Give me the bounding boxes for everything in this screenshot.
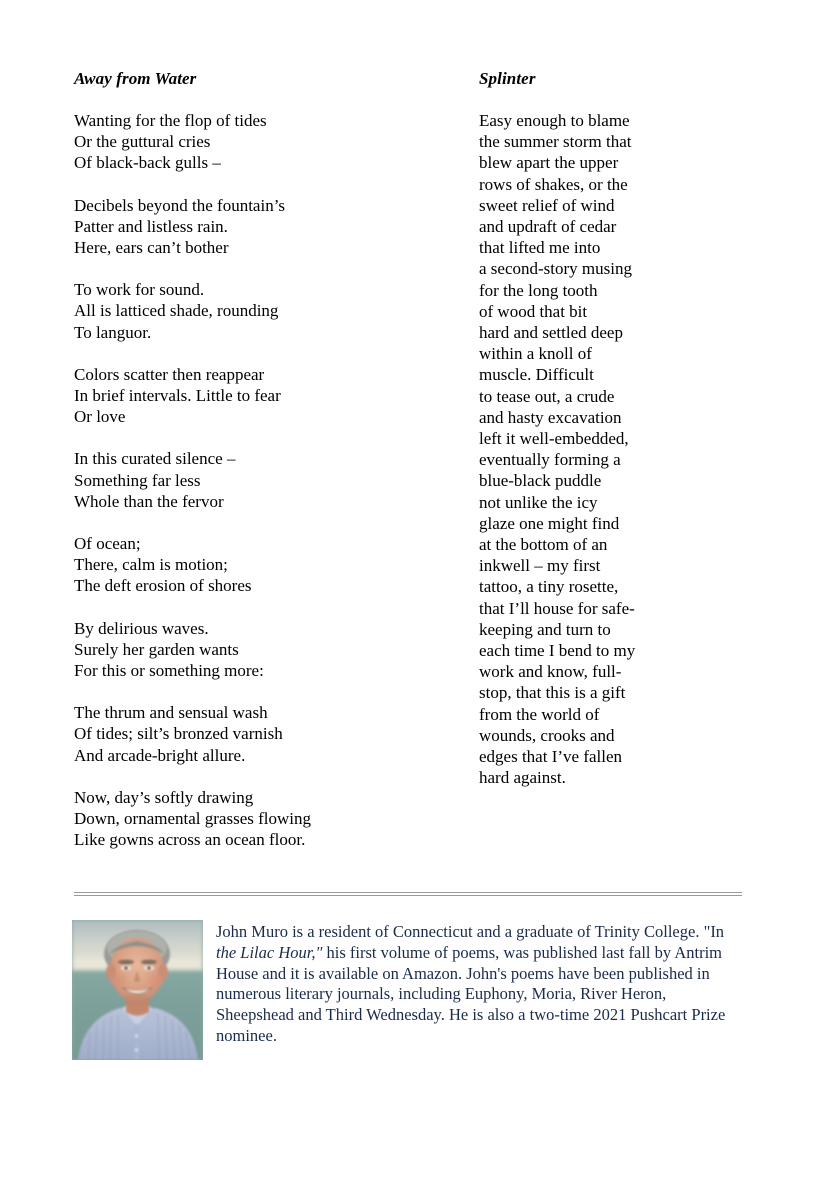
poem-line: In brief intervals. Little to fear xyxy=(74,386,281,406)
poem-column-left xyxy=(74,68,434,850)
poem-line: And arcade-bright allure. xyxy=(74,745,246,765)
poem-line: at the bottom of an xyxy=(479,535,608,555)
poem-line: tattoo, a tiny rosette, xyxy=(479,577,619,597)
poem-line: hard and settled deep xyxy=(479,323,623,343)
stanza xyxy=(74,195,434,259)
poem-line: Something far less xyxy=(74,470,201,490)
poem-line: The deft erosion of shores xyxy=(74,576,252,596)
stanza xyxy=(479,110,759,789)
stanza xyxy=(74,364,434,428)
poem-line: and hasty excavation xyxy=(479,407,622,427)
poem-line: to tease out, a crude xyxy=(479,386,615,406)
poem-line: Like gowns across an ocean floor. xyxy=(74,830,306,850)
poem-line: Easy enough to blame xyxy=(479,111,630,130)
stanza xyxy=(74,618,434,682)
portrait-image xyxy=(72,920,203,1060)
poem-line: that I’ll house for safe- xyxy=(479,598,635,618)
stanza xyxy=(74,110,434,174)
poem-line: Down, ornamental grasses flowing xyxy=(74,809,312,829)
author-bio-text xyxy=(216,922,744,1047)
poem-line: blew apart the upper xyxy=(479,153,619,173)
poem-line: glaze one might find xyxy=(479,513,620,533)
poem-line: Colors scatter then reappear xyxy=(74,364,265,384)
poem-line: Surely her garden wants xyxy=(74,639,239,659)
poem-line: sweet relief of wind xyxy=(479,195,615,215)
poem-line: Or the guttural cries xyxy=(74,132,211,152)
poem-line: within a knoll of xyxy=(479,344,592,364)
poem-line: Now, day’s softly drawing xyxy=(74,787,254,807)
poem-line: For this or something more: xyxy=(74,661,264,681)
poem-line: Patter and listless rain. xyxy=(74,216,228,236)
author-portrait-photo xyxy=(72,920,203,1060)
poem-line: Here, ears can’t bother xyxy=(74,238,229,258)
poem-line: To languor. xyxy=(74,322,152,342)
poem-line: a second-story musing xyxy=(479,259,632,279)
poem-line: from the world of xyxy=(479,704,600,724)
poem-line: All is latticed shade, rounding xyxy=(74,301,279,321)
poem-line: the summer storm that xyxy=(479,132,632,152)
bio-text-run: his first volume of poems, was published last fall by Antrim House and it is available on Amazon. John's poems have been published in numerous literary journals, including Euphony, Moria, River Heron, Sheepshead and Third Wednesday. He is also a two-time 2021 Pushcart Prize nominee. xyxy=(216,942,726,1045)
poem-line: muscle. Difficult xyxy=(479,365,594,385)
poem-title-splinter: Splinter xyxy=(479,69,536,88)
poem-line: inkwell – my first xyxy=(479,556,601,576)
poem-line: By delirious waves. xyxy=(74,618,209,638)
poem-line: left it well-embedded, xyxy=(479,429,629,449)
poem-line: Of black-back gulls – xyxy=(74,153,221,173)
poem-line: not unlike the icy xyxy=(479,492,598,512)
poem-line: keeping and turn to xyxy=(479,619,611,639)
poem-line: Or love xyxy=(74,407,126,427)
poem-line: and updraft of cedar xyxy=(479,217,617,237)
poem-line: wounds, crooks and xyxy=(479,725,615,745)
poem-line: Wanting for the flop of tides xyxy=(74,111,267,130)
poem-line: eventually forming a xyxy=(479,450,621,470)
poem-line: In this curated silence – xyxy=(74,449,236,469)
poem-line: stop, that this is a gift xyxy=(479,683,626,703)
stanza xyxy=(74,787,434,851)
poem-line: Of ocean; xyxy=(74,534,141,554)
poem-line: hard against. xyxy=(479,768,566,788)
stanza xyxy=(74,702,434,766)
poem-line: for the long tooth xyxy=(479,280,598,300)
bio-book-title: the Lilac Hour," xyxy=(216,942,323,962)
poem-line: each time I bend to my xyxy=(479,641,636,661)
poem-line: There, calm is motion; xyxy=(74,555,228,575)
poem-body-away-from-water xyxy=(74,110,434,850)
poem-line: edges that I’ve fallen xyxy=(479,747,623,767)
poem-body-splinter xyxy=(479,110,759,789)
section-divider xyxy=(74,892,742,896)
poem-line: blue-black puddle xyxy=(479,471,602,491)
poem-line: work and know, full- xyxy=(479,662,622,682)
poem-line: Whole than the fervor xyxy=(74,491,224,511)
stanza xyxy=(74,279,434,343)
poem-line: Of tides; silt’s bronzed varnish xyxy=(74,724,283,744)
poem-column-right xyxy=(479,68,759,789)
poem-line: The thrum and sensual wash xyxy=(74,703,268,723)
poem-title-away-from-water: Away from Water xyxy=(74,69,197,88)
poem-line: that lifted me into xyxy=(479,238,601,258)
poem-line: of wood that bit xyxy=(479,301,588,321)
poem-line: rows of shakes, or the xyxy=(479,174,628,194)
poem-line: To work for sound. xyxy=(74,280,205,300)
stanza xyxy=(74,533,434,597)
stanza xyxy=(74,448,434,512)
bio-text-run: John Muro is a resident of Connecticut and a graduate of Trinity College. "In xyxy=(216,922,725,941)
poem-line: Decibels beyond the fountain’s xyxy=(74,195,286,215)
